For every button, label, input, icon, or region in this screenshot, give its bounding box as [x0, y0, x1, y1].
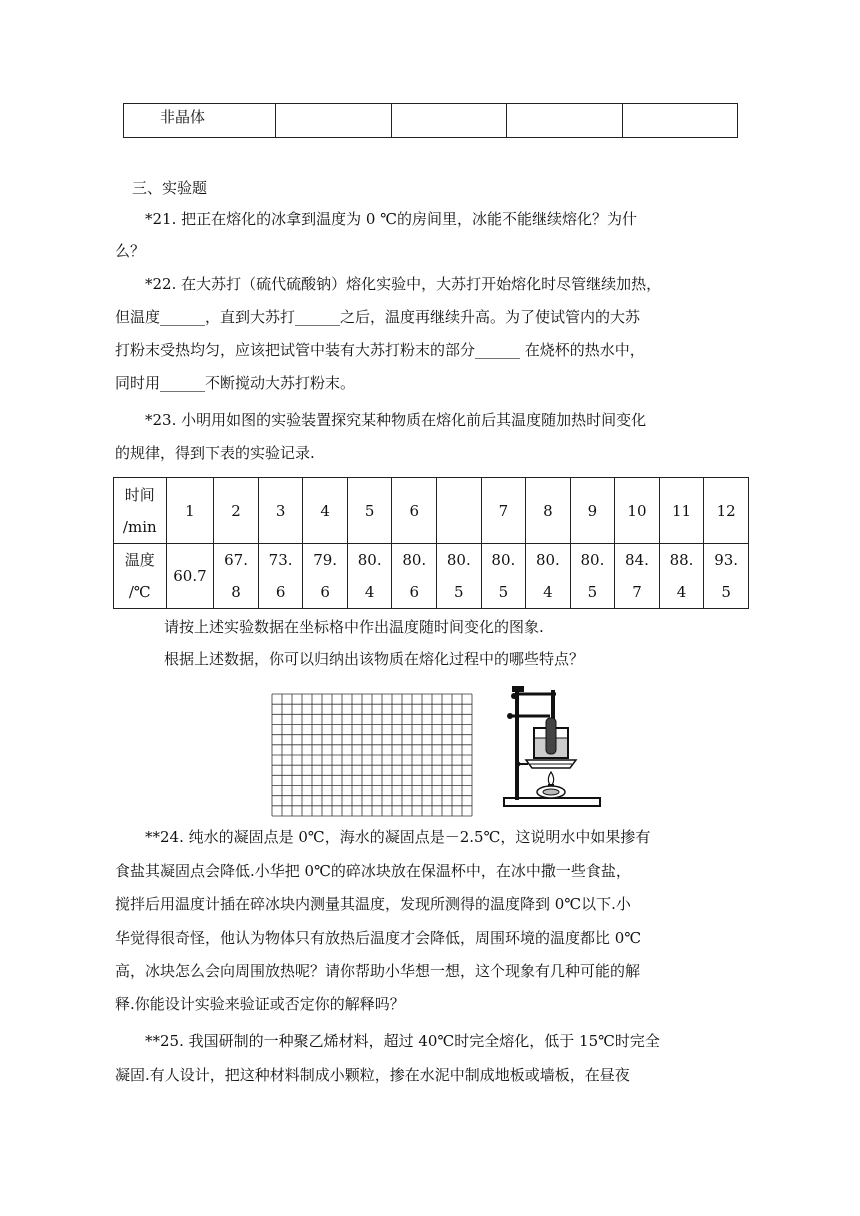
q22-line-3: 打粉末受热均匀，应该把试管中装有大苏打粉末的部分______ 在烧杯的热水中，: [115, 341, 645, 359]
empty-cell: [507, 104, 622, 138]
q24-line-4: 华觉得很奇怪，他认为物体只有放热后温度才会降低，周围环境的温度都比 0℃: [115, 929, 642, 947]
temp-cell: 80. 5: [437, 544, 482, 609]
time-cell: 5: [347, 478, 392, 544]
temp-cell: 80. 4: [347, 544, 392, 609]
q25-line-1: **25. 我国研制的一种聚乙烯材料，超过 40℃时完全熔化，低于 15℃时完全: [145, 1032, 660, 1050]
time-cell: 6: [392, 478, 437, 544]
temp-cell: 80. 4: [526, 544, 571, 609]
temp-cell: 80. 5: [570, 544, 615, 609]
temp-cell: 80. 5: [481, 544, 526, 609]
time-cell: 12: [704, 478, 749, 544]
data-table: [113, 477, 749, 609]
q22-line-1: *22. 在大苏打（硫代硫酸钠）熔化实验中，大苏打开始熔化时尽管继续加热，: [145, 275, 662, 293]
time-cell: 7: [481, 478, 526, 544]
time-cell: 4: [303, 478, 348, 544]
top-table: [123, 103, 738, 138]
apparatus-illustration: [498, 680, 604, 812]
time-cell: 3: [258, 478, 303, 544]
temp-cell: 80. 6: [392, 544, 437, 609]
q24-line-5: 高，冰块怎么会向周围放热呢？请你帮助小华想一想，这个现象有几种可能的解: [115, 962, 641, 980]
temp-row: [114, 544, 749, 609]
temp-cell: 60.7: [166, 544, 214, 609]
q22-line-2: 但温度______，直到大苏打______之后，温度再继续升高。为了使试管内的大苏: [115, 308, 641, 326]
temp-header: 温度 /℃: [114, 544, 167, 609]
time-row: [114, 478, 749, 544]
q23-after-line-2: 根据上述数据，你可以归纳出该物质在熔化过程中的哪些特点？: [164, 650, 585, 668]
q24-line-6: 释.你能设计实验来验证或否定你的解释吗？: [115, 995, 405, 1013]
time-cell: 9: [570, 478, 615, 544]
time-cell: 10: [615, 478, 660, 544]
temp-cell: 84. 7: [615, 544, 660, 609]
q22-line-4: 同时用______不断搅动大苏打粉末。: [115, 374, 356, 392]
q24-line-1: **24. 纯水的凝固点是 0℃，海水的凝固点是－2.5℃，这说明水中如果掺有: [145, 828, 651, 846]
time-cell: 8: [526, 478, 571, 544]
temp-cell: 88. 4: [659, 544, 704, 609]
temp-cell: 93. 5: [704, 544, 749, 609]
empty-cell: [622, 104, 737, 138]
q24-line-2: 食盐其凝固点会降低.小华把 0℃的碎冰块放在保温杯中，在冰中撒一些食盐，: [115, 862, 631, 880]
q21-line-1: *21. 把正在熔化的冰拿到温度为 0 ℃的房间里，冰能不能继续熔化？为什: [145, 210, 637, 228]
empty-cell: [391, 104, 506, 138]
empty-cell: [276, 104, 391, 138]
q23-line-2: 的规律，得到下表的实验记录.: [115, 444, 315, 462]
section-title: 三、实验题: [132, 179, 208, 197]
q24-line-3: 搅拌后用温度计插在碎冰块内测量其温度，发现所测得的温度降到 0℃以下.小: [115, 895, 631, 913]
time-cell: 11: [659, 478, 704, 544]
temp-cell: 73. 6: [258, 544, 303, 609]
time-cell: [437, 478, 482, 544]
time-cell: 1: [166, 478, 214, 544]
time-cell: 2: [214, 478, 259, 544]
temp-cell: 79. 6: [303, 544, 348, 609]
q23-after-line-1: 请按上述实验数据在坐标格中作出温度随时间变化的图象.: [164, 618, 544, 636]
coordinate-grid: [271, 693, 473, 817]
row-label-cell: 非晶体: [124, 104, 276, 138]
table-row: [124, 104, 738, 138]
time-header: 时间 /min: [114, 478, 167, 544]
q23-line-1: *23. 小明用如图的实验装置探究某种物质在熔化前后其温度随加热时间变化: [145, 411, 647, 429]
q21-line-2: 么？: [115, 242, 146, 260]
q25-line-2: 凝固.有人设计，把这种材料制成小颗粒，掺在水泥中制成地板或墙板，在昼夜: [115, 1066, 630, 1084]
temp-cell: 67. 8: [214, 544, 259, 609]
